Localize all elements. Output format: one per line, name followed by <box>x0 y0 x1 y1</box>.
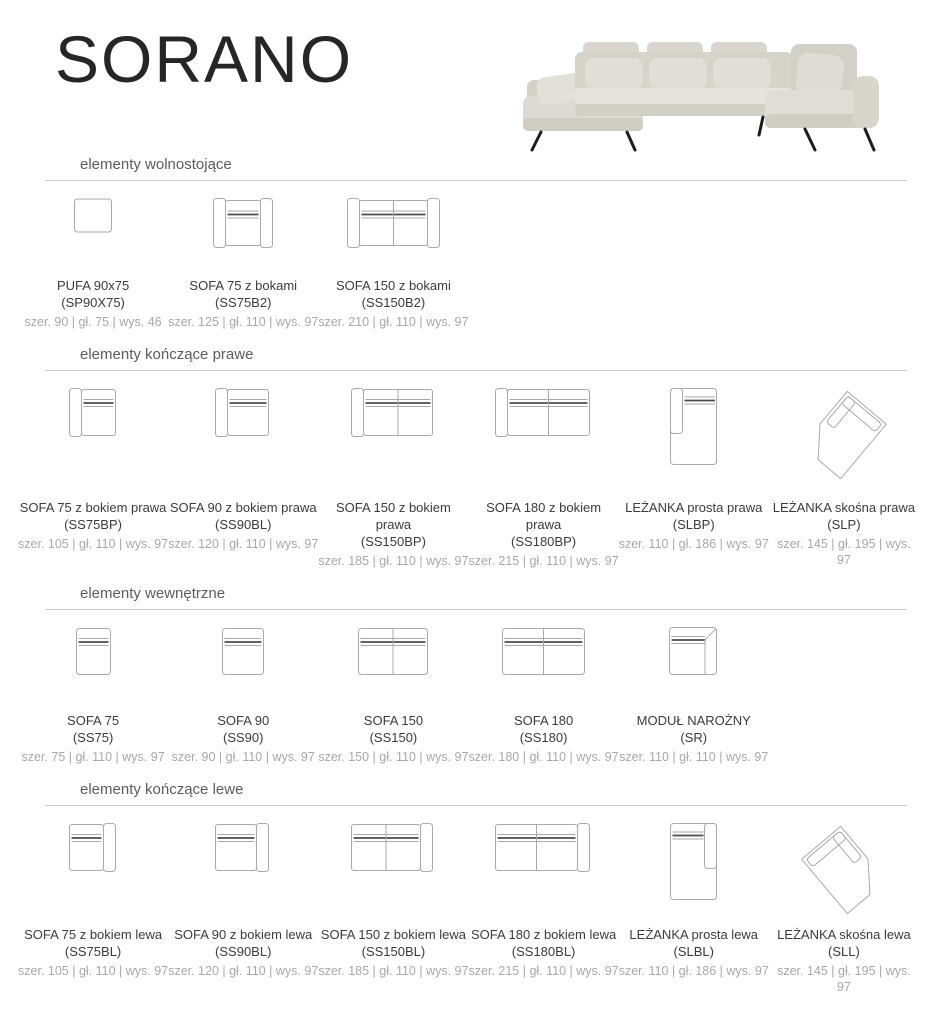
sofa-arm-right-2seat-small-diagram <box>318 822 468 926</box>
product-name: SOFA 180 z bokiem lewa <box>470 927 617 942</box>
product-dimensions: szer. 215 | gł. 110 | wys. 97 <box>468 964 619 978</box>
product-item <box>18 626 168 765</box>
product-item <box>769 822 919 995</box>
product-item <box>168 197 318 330</box>
product-code: (SS90BL) <box>215 517 272 532</box>
section-header: elementy wolnostojące <box>80 156 232 173</box>
product-item <box>469 822 619 995</box>
product-item <box>168 822 318 995</box>
sofa-noarm-2seat-small-diagram <box>318 626 468 712</box>
product-name: MODUŁ NAROŻNY <box>636 713 751 728</box>
section-ending-right <box>0 346 937 569</box>
product-dimensions: szer. 210 | gł. 110 | wys. 97 <box>318 315 469 329</box>
corner-sofa-illustration <box>513 22 885 154</box>
product-code: (SLBP) <box>672 517 715 532</box>
section-ending-left <box>0 781 937 995</box>
chaise-slanted-right-diagram <box>769 387 919 499</box>
product-code: (SP90X75) <box>61 295 125 310</box>
section-freestanding <box>0 156 937 330</box>
product-name: SOFA 90 <box>217 713 270 728</box>
product-photo <box>513 22 885 159</box>
product-dimensions: szer. 185 | gł. 110 | wys. 97 <box>318 554 469 568</box>
product-dimensions: szer. 105 | gł. 110 | wys. 97 <box>18 964 169 978</box>
product-grid <box>0 822 937 995</box>
product-code: (SR) <box>680 730 708 745</box>
product-name: SOFA 150 z bokiem lewa <box>320 927 467 942</box>
section-divider-line <box>45 805 907 806</box>
sofa-arms-both-2seat-diagram <box>318 197 468 277</box>
section-header: elementy wewnętrzne <box>80 585 226 602</box>
product-dimensions: szer. 90 | gł. 110 | wys. 97 <box>171 750 315 764</box>
product-code: (SS75BL) <box>64 944 122 959</box>
product-dimensions: szer. 110 | gł. 186 | wys. 97 <box>618 964 769 978</box>
product-dimensions: szer. 145 | gł. 195 | wys. 97 <box>777 964 911 994</box>
product-grid <box>0 626 937 765</box>
product-code: (SLBL) <box>673 944 714 959</box>
product-dimensions: szer. 120 | gł. 110 | wys. 97 <box>168 964 319 978</box>
product-dimensions: szer. 120 | gł. 110 | wys. 97 <box>168 537 319 551</box>
sofa-arm-right-1seat-small-diagram <box>18 822 168 926</box>
product-name: SOFA 150 <box>363 713 424 728</box>
product-name: PUFA 90x75 <box>56 278 130 293</box>
product-title: SORANO <box>55 22 354 96</box>
product-dimensions: szer. 145 | gł. 195 | wys. 97 <box>777 537 911 567</box>
product-dimensions: szer. 75 | gł. 110 | wys. 97 <box>21 750 165 764</box>
product-code: (SS75BP) <box>64 517 122 532</box>
sofa-arm-left-1seat-small-diagram <box>18 387 168 499</box>
product-item <box>18 387 168 569</box>
product-dimensions: szer. 180 | gł. 110 | wys. 97 <box>468 750 619 764</box>
chaise-straight-right-diagram <box>619 387 769 499</box>
chaise-slanted-left-diagram <box>769 822 919 926</box>
product-code: (SS90) <box>223 730 264 745</box>
product-name: SOFA 90 z bokiem prawa <box>169 500 317 515</box>
product-item <box>469 387 619 569</box>
product-name: SOFA 75 z bokiem lewa <box>24 927 163 942</box>
product-code: (SS150BP) <box>360 534 426 549</box>
section-divider-line <box>45 609 907 610</box>
product-item <box>18 822 168 995</box>
product-item <box>619 626 769 765</box>
product-item <box>168 387 318 569</box>
product-code: (SS180BP) <box>511 534 577 549</box>
product-dimensions: szer. 110 | gł. 186 | wys. 97 <box>618 537 769 551</box>
product-item <box>318 387 468 569</box>
product-name: LEŻANKA prosta prawa <box>625 500 763 515</box>
product-code: (SS150BL) <box>361 944 426 959</box>
product-item <box>469 626 619 765</box>
product-code: (SLL) <box>828 944 860 959</box>
section-divider-line <box>45 370 907 371</box>
product-code: (SS180BL) <box>511 944 576 959</box>
sofa-noarm-2seat-med-diagram <box>469 626 619 712</box>
product-code: (SS90BL) <box>215 944 272 959</box>
sofa-arm-left-1seat-med-diagram <box>168 387 318 499</box>
product-code: (SS180) <box>519 730 568 745</box>
product-name: SOFA 180 <box>513 713 574 728</box>
page-header <box>0 0 937 140</box>
sofa-arm-right-2seat-med-diagram <box>469 822 619 926</box>
section-divider-line <box>45 180 907 181</box>
sofa-noarm-1seat-small-diagram <box>18 626 168 712</box>
product-dimensions: szer. 125 | gł. 110 | wys. 97 <box>168 315 319 329</box>
product-name: LEŻANKA skośna prawa <box>772 500 916 515</box>
section-header: elementy kończące prawe <box>80 346 254 363</box>
product-dimensions: szer. 90 | gł. 75 | wys. 46 <box>24 315 162 329</box>
product-name: SOFA 90 z bokiem lewa <box>174 927 313 942</box>
sofa-arm-left-2seat-med-diagram <box>469 387 619 499</box>
product-name: LEŻANKA prosta lewa <box>629 927 759 942</box>
product-name: SOFA 150 z bokiem prawa <box>335 500 451 532</box>
product-item <box>318 822 468 995</box>
product-code: (SS150) <box>369 730 418 745</box>
product-name: SOFA 75 z bokiem prawa <box>19 500 167 515</box>
sofa-arms-both-1seat-diagram <box>168 197 318 277</box>
product-code: (SS75) <box>72 730 114 745</box>
product-code: (SLP) <box>827 517 861 532</box>
product-name: SOFA 150 z bokami <box>335 278 451 293</box>
product-item <box>619 822 769 995</box>
product-item <box>318 197 468 330</box>
sofa-noarm-1seat-med-diagram <box>168 626 318 712</box>
product-name: SOFA 75 z bokami <box>189 278 298 293</box>
section-header: elementy kończące lewe <box>80 781 244 798</box>
section-internal <box>0 585 937 765</box>
product-item <box>619 387 769 569</box>
pouf-diagram <box>18 197 168 277</box>
product-code: (SS150B2) <box>361 295 426 310</box>
product-name: SOFA 180 z bokiem prawa <box>486 500 602 532</box>
product-name: LEŻANKA skośna lewa <box>777 927 911 942</box>
product-item <box>318 626 468 765</box>
product-dimensions: szer. 150 | gł. 110 | wys. 97 <box>318 750 469 764</box>
product-name: SOFA 75 <box>67 713 120 728</box>
product-grid <box>0 197 937 330</box>
corner-module-diagram <box>619 626 769 712</box>
product-item <box>168 626 318 765</box>
sofa-arm-left-2seat-small-diagram <box>318 387 468 499</box>
sofa-arm-right-1seat-med-diagram <box>168 822 318 926</box>
product-dimensions: szer. 215 | gł. 110 | wys. 97 <box>468 554 619 568</box>
product-grid <box>0 387 937 569</box>
product-code: (SS75B2) <box>215 295 272 310</box>
product-dimensions: szer. 105 | gł. 110 | wys. 97 <box>18 537 169 551</box>
product-dimensions: szer. 185 | gł. 110 | wys. 97 <box>318 964 469 978</box>
product-dimensions: szer. 110 | gł. 110 | wys. 97 <box>619 750 769 764</box>
chaise-straight-left-diagram <box>619 822 769 926</box>
product-item <box>769 387 919 569</box>
product-item <box>18 197 168 330</box>
